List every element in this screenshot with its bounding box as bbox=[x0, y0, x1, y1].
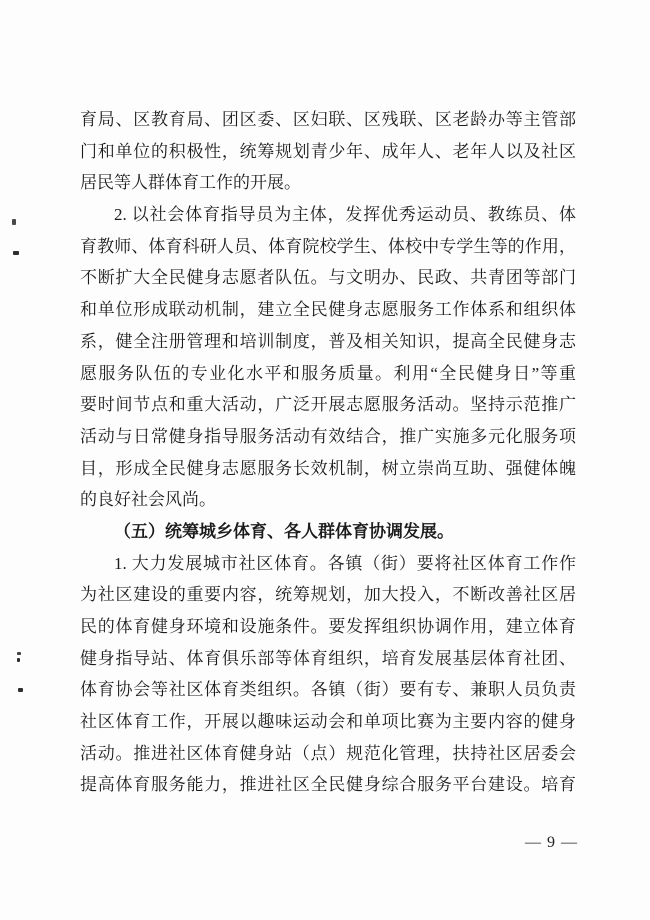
text-line: 和单位形成联动机制，建立全民健身志愿服务工作体系和组织体 bbox=[80, 300, 576, 320]
text-line: 愿服务队伍的专业化水平和服务质量。利用“全民健身日”等重 bbox=[80, 363, 576, 383]
text-line: 民的体育健身环境和设施条件。要发挥组织协调作用，建立体育 bbox=[80, 617, 576, 636]
text-line: 育教师、体育科研人员、体育院校学生、体校中专学生等的作用， bbox=[80, 236, 576, 256]
scan-speck bbox=[17, 658, 20, 662]
text-line: 健身指导站、体育俱乐部等体育组织，培育发展基层体育社团、 bbox=[80, 648, 576, 668]
document-text-block bbox=[80, 104, 576, 801]
text-line: 要时间节点和重大活动，广泛开展志愿服务活动。坚持示范推广 bbox=[80, 395, 576, 415]
text-line: 活动与日常健身指导服务活动有效结合，推广实施多元化服务项 bbox=[80, 426, 576, 446]
text-line: 门和单位的积极性，统筹规划青少年、成年人、老年人以及社区 bbox=[80, 141, 576, 161]
text-line: 系，健全注册管理和培训制度，普及相关知识，提高全民健身志 bbox=[80, 331, 576, 351]
text-line: 1. 大力发展城市社区体育。各镇（街）要将社区体育工作作 bbox=[114, 553, 576, 573]
scan-speck bbox=[18, 688, 23, 692]
text-line: 体育协会等社区体育类组织。各镇（街）要有专、兼职人员负责 bbox=[80, 680, 576, 700]
text-line: 社区体育工作，开展以趣味运动会和单项比赛为主要内容的健身 bbox=[80, 712, 576, 732]
scan-speck bbox=[12, 219, 16, 225]
text-line: 目，形成全民健身志愿服务长效机制，树立崇尚互助、强健体魄 bbox=[80, 458, 576, 478]
text-line: 的良好社会风尚。 bbox=[80, 490, 216, 510]
text-line: 居民等人群体育工作的开展。 bbox=[80, 173, 301, 193]
scan-speck bbox=[13, 251, 19, 255]
section-heading-line: （五）统筹城乡体育、各人群体育协调发展。 bbox=[114, 521, 454, 541]
text-line: 提高体育服务能力，推进社区全民健身综合服务平台建设。培育 bbox=[80, 775, 576, 795]
text-line: 2. 以社会体育指导员为主体，发挥优秀运动员、教练员、体 bbox=[114, 205, 576, 225]
scan-speck bbox=[17, 652, 21, 655]
text-line: 活动。推进社区体育健身站（点）规范化管理，扶持社区居委会 bbox=[80, 743, 576, 763]
text-line: 为社区建设的重要内容，统筹规划，加大投入，不断改善社区居 bbox=[80, 585, 576, 605]
text-line: 育局、区教育局、团区委、区妇联、区残联、区老龄办等主管部 bbox=[80, 110, 576, 129]
text-line: 不断扩大全民健身志愿者队伍。与文明办、民政、共青团等部门 bbox=[80, 268, 576, 288]
page-number: — 9 — bbox=[525, 834, 578, 851]
